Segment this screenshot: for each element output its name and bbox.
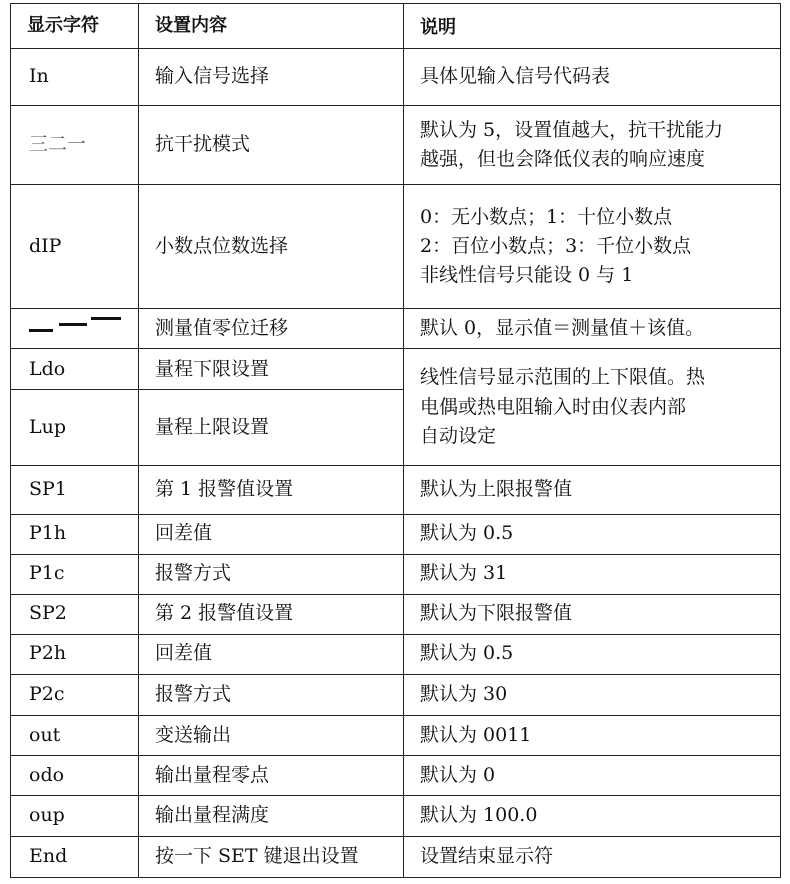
table-row bbox=[11, 466, 781, 514]
symbol-cell: Lup bbox=[11, 390, 139, 466]
setting-cell: 小数点位数选择 bbox=[139, 185, 404, 309]
setting-cell: 测量值零位迁移 bbox=[139, 309, 404, 349]
description-cell: 具体见输入信号代码表 bbox=[404, 49, 781, 106]
description-cell: 0：无小数点；1：十位小数点 2：百位小数点；3：千位小数点 非线性信号只能设 0 与 1 bbox=[404, 185, 781, 309]
setting-cell: 输入信号选择 bbox=[139, 49, 404, 106]
description-cell: 默认为 30 bbox=[404, 674, 781, 715]
setting-cell: 第 1 报警值设置 bbox=[139, 466, 404, 514]
symbol-cell: out bbox=[11, 715, 139, 755]
header-setting-content: 设置内容 bbox=[139, 4, 404, 49]
description-cell: 默认 0，显示值＝测量值＋该值。 bbox=[404, 309, 781, 349]
table-row bbox=[11, 634, 781, 674]
table-row bbox=[11, 49, 781, 106]
description-cell: 默认为 0.5 bbox=[404, 514, 781, 554]
table-row bbox=[11, 836, 781, 877]
table-row bbox=[11, 554, 781, 594]
symbol-cell bbox=[11, 309, 139, 349]
symbol-cell: P1h bbox=[11, 514, 139, 554]
setting-cell: 按一下 SET 键退出设置 bbox=[139, 836, 404, 877]
symbol-cell: SP2 bbox=[11, 594, 139, 634]
setting-cell: 量程上限设置 bbox=[139, 390, 404, 466]
table-row bbox=[11, 349, 781, 390]
parameter-table bbox=[10, 3, 781, 878]
segment-display-symbol bbox=[29, 310, 129, 338]
symbol-cell: Ldo bbox=[11, 349, 139, 390]
symbol-cell: End bbox=[11, 836, 139, 877]
table-row bbox=[11, 594, 781, 634]
symbol-cell: P1c bbox=[11, 554, 139, 594]
description-cell: 默认为下限报警值 bbox=[404, 594, 781, 634]
table-row bbox=[11, 185, 781, 309]
symbol-cell: dIP bbox=[11, 185, 139, 309]
description-cell: 默认为 100.0 bbox=[404, 795, 781, 836]
setting-cell: 量程下限设置 bbox=[139, 349, 404, 390]
setting-cell: 输出量程零点 bbox=[139, 755, 404, 795]
description-cell: 默认为上限报警值 bbox=[404, 466, 781, 514]
table-header-row bbox=[11, 4, 781, 49]
setting-cell: 输出量程满度 bbox=[139, 795, 404, 836]
setting-cell: 报警方式 bbox=[139, 674, 404, 715]
table-row bbox=[11, 755, 781, 795]
symbol-cell: 三二一 bbox=[11, 106, 139, 185]
setting-cell: 变送输出 bbox=[139, 715, 404, 755]
description-cell: 默认为 31 bbox=[404, 554, 781, 594]
description-cell: 默认为 5，设置值越大，抗干扰能力 越强，但也会降低仪表的响应速度 bbox=[404, 106, 781, 185]
symbol-cell: P2h bbox=[11, 634, 139, 674]
table-row bbox=[11, 514, 781, 554]
setting-cell: 回差值 bbox=[139, 634, 404, 674]
symbol-cell: oup bbox=[11, 795, 139, 836]
description-cell: 线性信号显示范围的上下限值。热 电偶或热电阻输入时由仪表内部 自动设定 bbox=[404, 349, 781, 466]
table-row bbox=[11, 715, 781, 755]
symbol-cell: odo bbox=[11, 755, 139, 795]
symbol-cell: In bbox=[11, 49, 139, 106]
description-cell: 默认为 0011 bbox=[404, 715, 781, 755]
table-row bbox=[11, 106, 781, 185]
table-row bbox=[11, 795, 781, 836]
setting-cell: 回差值 bbox=[139, 514, 404, 554]
setting-cell: 第 2 报警值设置 bbox=[139, 594, 404, 634]
table-row bbox=[11, 309, 781, 349]
symbol-cell: P2c bbox=[11, 674, 139, 715]
header-description: 说明 bbox=[404, 4, 781, 49]
symbol-cell: SP1 bbox=[11, 466, 139, 514]
description-cell: 默认为 0 bbox=[404, 755, 781, 795]
header-display-char: 显示字符 bbox=[11, 4, 139, 49]
description-cell: 默认为 0.5 bbox=[404, 634, 781, 674]
setting-cell: 抗干扰模式 bbox=[139, 106, 404, 185]
description-cell: 设置结束显示符 bbox=[404, 836, 781, 877]
setting-cell: 报警方式 bbox=[139, 554, 404, 594]
table-row bbox=[11, 674, 781, 715]
